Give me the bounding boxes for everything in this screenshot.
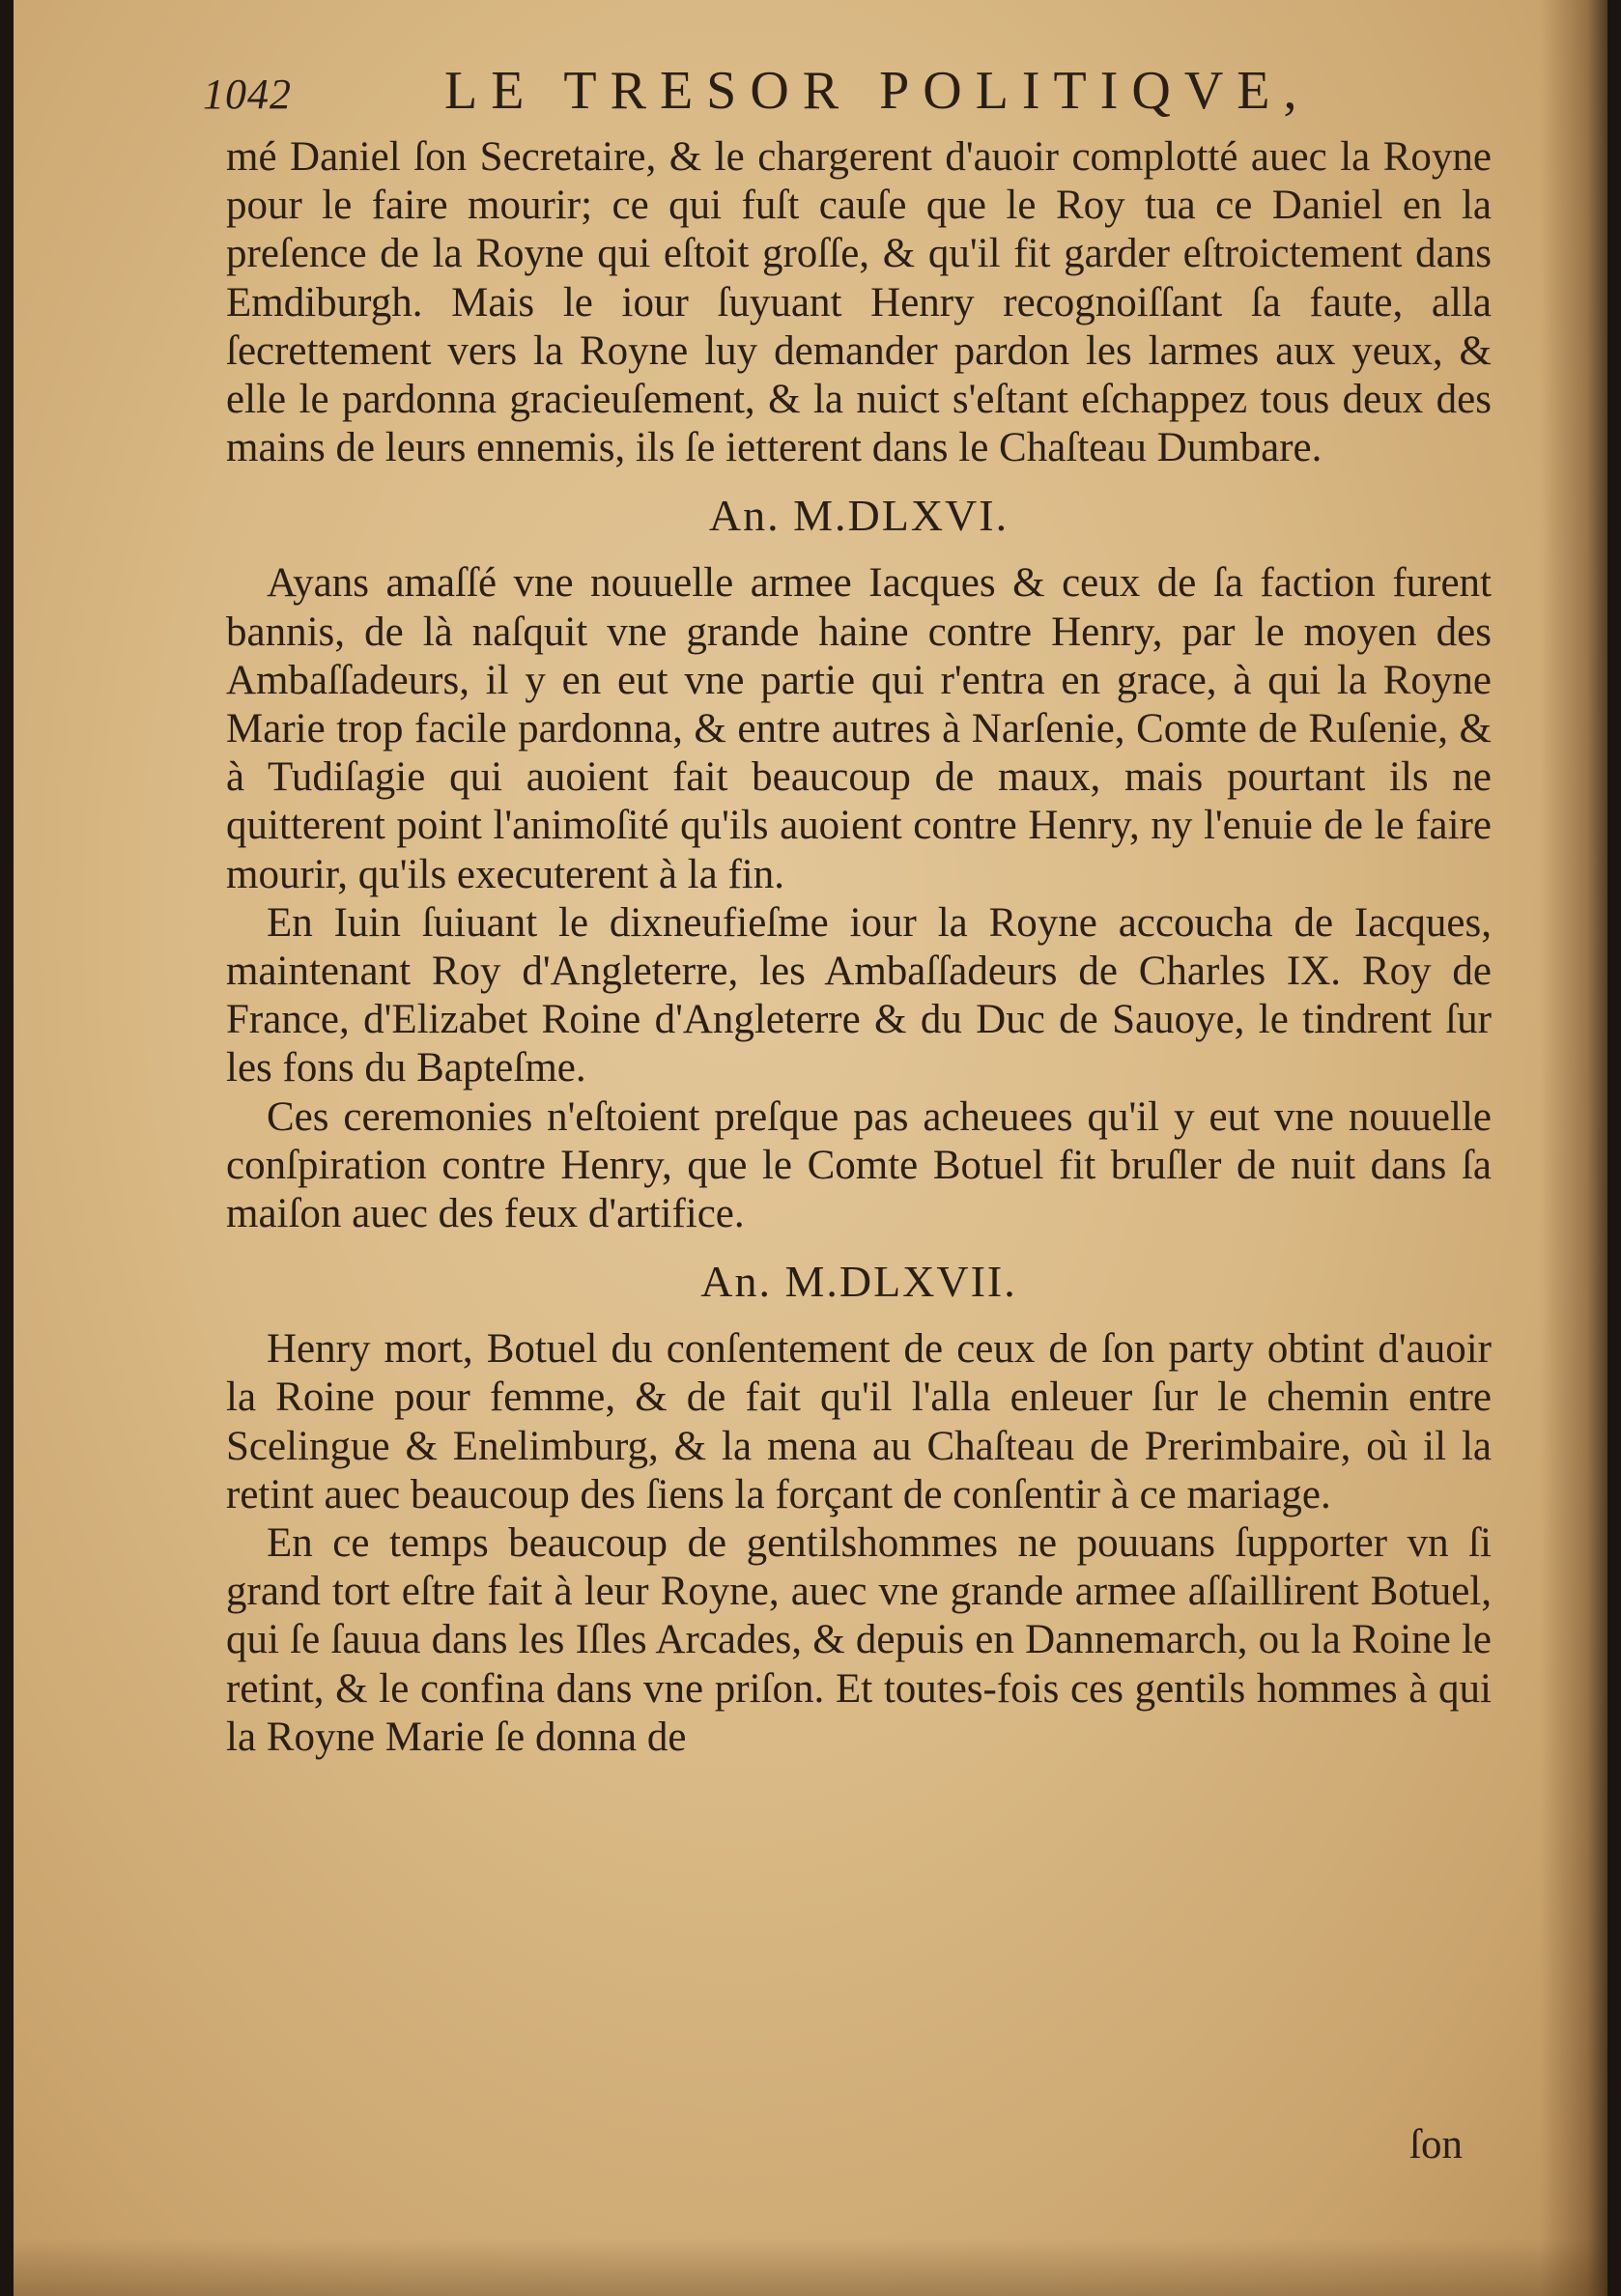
paragraph: Ces ceremonies n'eſtoient preſque pas acheuees qu'il y eut vne nouuelle conſpiration contre Henry, que le Comte Botuel fit bruſler de nuit dans ſa maiſon auec des feux d'artifice. bbox=[226, 1093, 1492, 1237]
year-heading: An. M.DLXVI. bbox=[708, 491, 1010, 541]
running-head bbox=[203, 60, 1507, 128]
paragraph: Ayans amaſſé vne nouuelle armee Iacques & ceux de ſa faction furent bannis, de là naſquit vne grande haine contre Henry, par le moyen des Ambaſſadeurs, il y en eut vne partie qui r'entra en grace, à qui la Royne Marie trop facile pardonna, & entre autres à Narſenie, Comte de Ruſenie, & à Tudiſagie qui auoient fait beaucoup de maux, mais pourtant ils ne quitterent point l'animoſité qu'ils auoient contre Henry, ny l'enuie de le faire mourir, qu'ils executerent à la fin. bbox=[226, 560, 1492, 897]
year-heading: An. M.DLXVII. bbox=[700, 1257, 1017, 1307]
catchword: ſon bbox=[1409, 2122, 1463, 2168]
paragraph: Henry mort, Botuel du conſentement de ceux de ſon party obtint d'auoir la Roine pour femme, & de fait qu'il l'alla enleuer ſur le chemin entre Scelingue & Enelimburg, & la mena au Chaſteau de Prerimbaire, où il la retint auec beaucoup des ſiens la forçant de conſentir à ce mariage. bbox=[226, 1326, 1492, 1517]
running-title: LE TRESOR POLITIQVE, bbox=[444, 61, 1311, 121]
paragraph: mé Daniel ſon Secretaire, & le chargerent d'auoir complotté auec la Royne pour le faire mourir; ce qui fuſt cauſe que le Roy tua ce Daniel en la preſence de la Royne qui eſtoit groſſe, & qu'il fit garder eſtroictement dans Emdiburgh. Mais le iour ſuyuant Henry recognoiſſant ſa faute, alla ſecrettement vers la Royne luy demander pardon les larmes aux yeux, & elle le pardonna gracieuſement, & la nuict s'eſtant eſchappez tous deux des mains de leurs ennemis, ils ſe ietterent dans le Chaſteau Dumbare. bbox=[226, 134, 1492, 471]
main-text bbox=[226, 133, 1492, 1762]
paragraph: En ce temps beaucoup de gentilshommes ne pouuans ſupporter vn ſi grand tort eſtre fait à leur Royne, auec vne grande armee aſſaillirent Botuel, qui ſe ſauua dans les Iſles Arcades, & depuis en Dannemarch, ou la Roine le retint, & le confina dans vne priſon. Et toutes-fois ces gentils hommes à qui la Royne Marie ſe donna de bbox=[226, 1520, 1492, 1760]
page-edge-shadow bbox=[1540, 0, 1607, 2296]
page-bottom-shadow bbox=[14, 2238, 1607, 2296]
book-page bbox=[14, 0, 1607, 2296]
page-number: 1042 bbox=[203, 71, 292, 118]
paragraph: En Iuin ſuiuant le dixneufieſme iour la Royne accoucha de Iacques, maintenant Roy d'Angleterre, les Ambaſſadeurs de Charles IX. Roy de France, d'Elizabet Roine d'Angleterre & du Duc de Sauoye, le tindrent ſur les fons du Bapteſme. bbox=[226, 899, 1492, 1091]
